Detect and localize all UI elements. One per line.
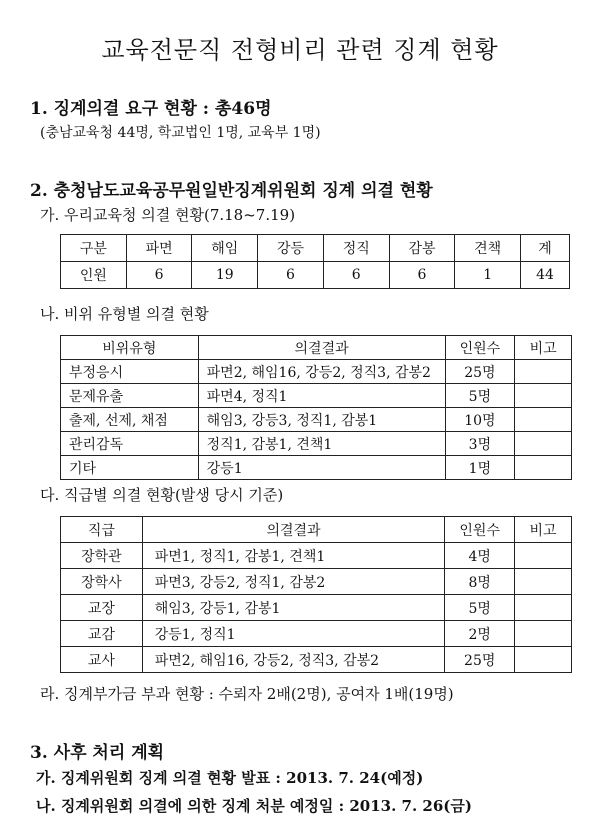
table-cell: 25명	[445, 360, 515, 384]
table-header-row	[61, 336, 572, 360]
table-cell	[515, 360, 572, 384]
table-cell: 장학사	[61, 569, 143, 595]
table-header-cell: 파면	[126, 235, 192, 262]
disciplinary-summary-table	[60, 234, 570, 289]
section2-na-heading: 나. 비위 유형별 의결 현황	[40, 305, 209, 323]
table-cell: 44	[521, 262, 570, 289]
table-row	[61, 262, 570, 289]
section3-heading: 3. 사후 처리 계획	[30, 743, 165, 763]
section2-heading: 2. 충청남도교육공무원일반징계위원회 징계 의결 현황	[30, 181, 433, 201]
table-cell: 6	[126, 262, 192, 289]
table-header-cell: 견책	[455, 235, 521, 262]
table-row	[61, 456, 572, 480]
section2-da-heading: 다. 직급별 의결 현황(발생 당시 기준)	[40, 486, 284, 504]
by-misconduct-type-table	[60, 335, 572, 480]
table-row	[61, 408, 572, 432]
by-rank-table	[60, 516, 572, 673]
table-cell: 부정응시	[61, 360, 199, 384]
table-header-cell: 해임	[192, 235, 258, 262]
table-row	[61, 621, 572, 647]
section1-detail: (충남교육청 44명, 학교법인 1명, 교육부 1명)	[40, 125, 321, 141]
table-header-cell: 비고	[515, 336, 572, 360]
table-cell: 10명	[445, 408, 515, 432]
table-cell: 해임3, 강등3, 정직1, 감봉1	[198, 408, 445, 432]
table-cell: 5명	[445, 384, 515, 408]
document-title: 교육전문직 전형비리 관련 징계 현황	[101, 36, 499, 64]
table-row	[61, 360, 572, 384]
table-row	[61, 432, 572, 456]
table-cell: 인원	[61, 262, 127, 289]
table-cell: 강등1	[198, 456, 445, 480]
table-cell: 문제유출	[61, 384, 199, 408]
table-cell: 해임3, 강등1, 감봉1	[142, 595, 445, 621]
table-header-cell: 감봉	[389, 235, 455, 262]
table-cell: 1	[455, 262, 521, 289]
table-header-cell: 의결결과	[142, 517, 445, 543]
table-row	[61, 543, 572, 569]
section2-ra-text: 라. 징계부가금 부과 현황 : 수뢰자 2배(2명), 공여자 1배(19명)	[40, 685, 454, 703]
section3-item1: 가. 징계위원회 징계 의결 현황 발표 : 2013. 7. 24(예정)	[36, 769, 424, 787]
table-row	[61, 384, 572, 408]
table-header-cell: 의결결과	[198, 336, 445, 360]
table-cell	[515, 432, 572, 456]
table-cell: 25명	[445, 647, 515, 673]
table-cell: 파면3, 강등2, 정직1, 감봉2	[142, 569, 445, 595]
table-cell: 5명	[445, 595, 515, 621]
table-cell: 6	[323, 262, 389, 289]
table-cell: 6	[389, 262, 455, 289]
table-cell: 정직1, 감봉1, 견책1	[198, 432, 445, 456]
table-header-cell: 비고	[515, 517, 572, 543]
table-header-row	[61, 517, 572, 543]
table-cell	[515, 408, 572, 432]
table-cell: 19	[192, 262, 258, 289]
table-row	[61, 647, 572, 673]
table-cell	[515, 384, 572, 408]
table-cell: 교사	[61, 647, 143, 673]
section3-item2: 나. 징계위원회 의결에 의한 징계 처분 예정일 : 2013. 7. 26(금)	[36, 797, 472, 815]
table-cell	[515, 569, 572, 595]
table-header-cell: 직급	[61, 517, 143, 543]
table-cell: 1명	[445, 456, 515, 480]
table-header-cell: 비위유형	[61, 336, 199, 360]
table-cell	[515, 543, 572, 569]
table-header-cell: 정직	[323, 235, 389, 262]
table-cell: 교장	[61, 595, 143, 621]
table-header-cell: 구분	[61, 235, 127, 262]
table-cell	[515, 621, 572, 647]
table-cell: 6	[258, 262, 324, 289]
table-header-cell: 강등	[258, 235, 324, 262]
table-cell: 파면4, 정직1	[198, 384, 445, 408]
table-cell: 장학관	[61, 543, 143, 569]
table-cell: 기타	[61, 456, 199, 480]
table-cell	[515, 647, 572, 673]
table-cell: 4명	[445, 543, 515, 569]
table-cell: 파면1, 정직1, 감봉1, 견책1	[142, 543, 445, 569]
table-cell: 관리감독	[61, 432, 199, 456]
table-cell: 출제, 선제, 채점	[61, 408, 199, 432]
table-row	[61, 569, 572, 595]
table-cell: 강등1, 정직1	[142, 621, 445, 647]
table-header-cell: 인원수	[445, 517, 515, 543]
table-cell: 교감	[61, 621, 143, 647]
table-header-cell: 계	[521, 235, 570, 262]
section2-ga-heading: 가. 우리교육청 의결 현황(7.18~7.19)	[40, 206, 296, 224]
table-cell	[515, 456, 572, 480]
table-header-row	[61, 235, 570, 262]
table-cell: 8명	[445, 569, 515, 595]
table-cell: 파면2, 해임16, 강등2, 정직3, 감봉2	[142, 647, 445, 673]
table-cell	[515, 595, 572, 621]
table-cell: 파면2, 해임16, 강등2, 정직3, 감봉2	[198, 360, 445, 384]
section1-heading: 1. 징계의결 요구 현황 : 총46명	[30, 99, 272, 119]
table-header-cell: 인원수	[445, 336, 515, 360]
table-cell: 2명	[445, 621, 515, 647]
table-cell: 3명	[445, 432, 515, 456]
table-row	[61, 595, 572, 621]
